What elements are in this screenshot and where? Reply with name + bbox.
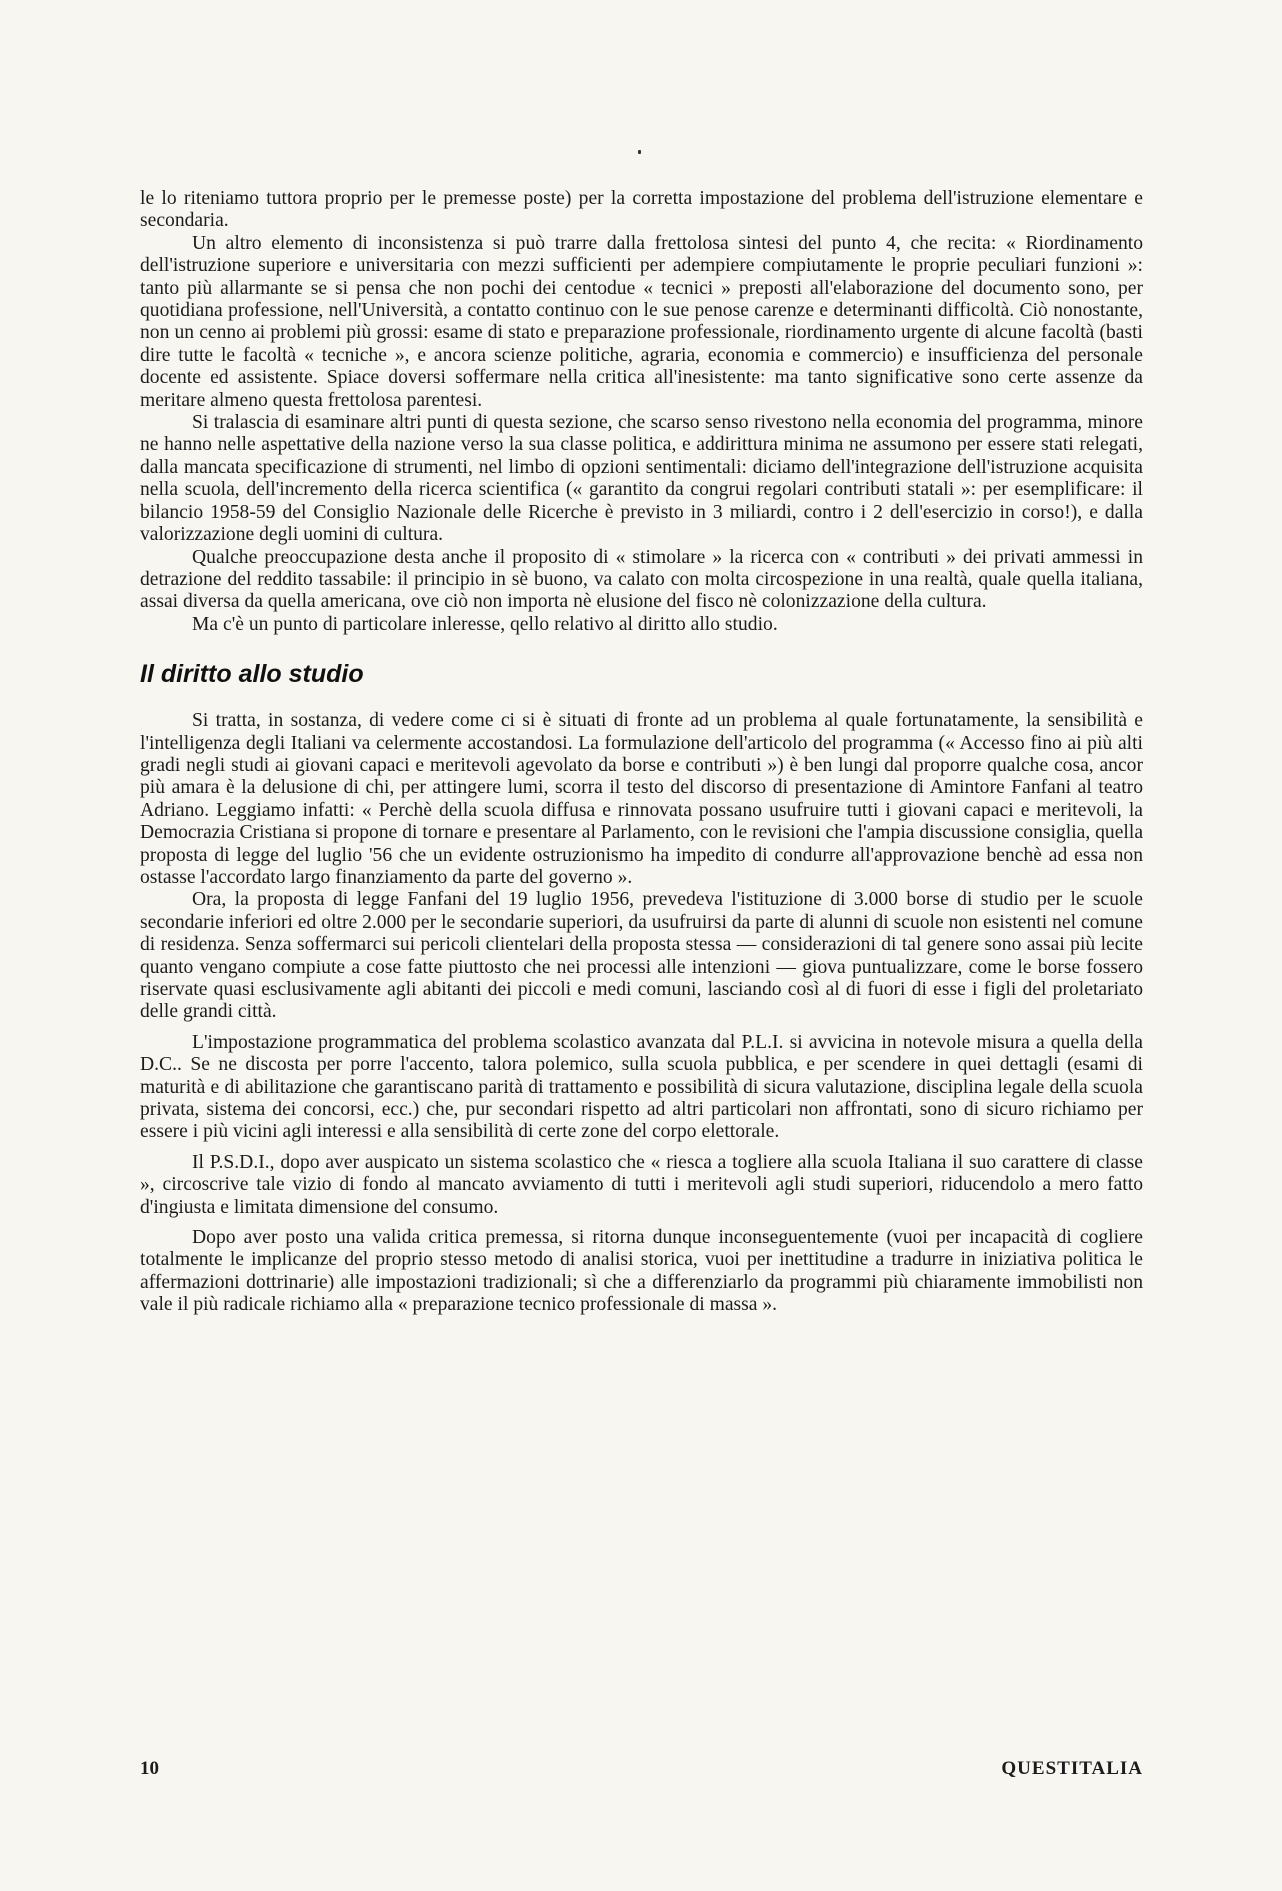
page-number: 10 [140,1758,159,1779]
speck-mark [638,150,641,154]
paragraph-private-contributions: Qualche preoccupazione desta anche il proposito di « stimolare » la ricerca con « contributi » dei privati ammessi in detrazione del reddito tassabile: il principio in sè buono, va calato con molta circospezione in una realtà, quale quella italiana, assai diversa da quella americana, ove ciò non importa nè elusione del fisco nè colonizzazione della cultura. [140,546,1143,613]
section-heading: Il diritto allo studio [140,660,364,689]
magazine-name: QUESTITALIA [1001,1758,1143,1779]
paragraph-conclusion: Dopo aver posto una valida critica premessa, si ritorna dunque inconseguentemente (vuoi per incapacità di cogliere totalmente le implicanze del proprio stesso metodo di analisi storica, vuoi per inettitudine a tradurre in iniziativa politica le affermazioni dottrinarie) alle impostazioni tradizionali; sì che a differenziarlo da programmi più chiaramente immobilisti non vale il più radicale richiamo alla « preparazione tecnico professionale di massa ». [140,1227,1143,1316]
paragraph-transition: Ma c'è un punto di particolare inleresse, qello relativo al diritto allo studio. [192,613,778,635]
paragraph-fanfani-law: Ora, la proposta di legge Fanfani del 19 luglio 1956, prevedeva l'istituzione di 3.000 borse di studio per le scuole secondarie inferiori ed oltre 2.000 per le secondarie superiori, da usufruirsi da parte di alunni di scuole non esistenti nel comune di residenza. Senza soffermarci sui pericoli clientelari della proposta stessa — considerazioni di tal genere sono assai più lecite quanto vengano compiute a cose fatte piuttosto che nei processi alle intenzioni — giova puntualizzare, come le borse fossero riservate quasi esclusivamente agli abitanti dei piccoli e medi comuni, lasciando così al di fuori di esse i figli del proletariato delle grandi città. [140,889,1143,1023]
article-body [140,188,1143,1317]
paragraph-pli: L'impostazione programmatica del problema scolastico avanzata dal P.L.I. si avvicina in notevole misura a quella della D.C.. Se ne discosta per porre l'accento, talora polemico, sulla scuola pubblica, e per scendere in quei dettagli (esami di maturità e di abilitazione che garantiscano parità di trattamento e possibilità di sicura valutazione, disciplina legale della scuola privata, sistema dei concorsi, ecc.) che, pur secondari rispetto ad altri particolari non affrontati, sono di sicuro richiamo per essere i più vicini agli interessi e alla sensibilità di certe zone del corpo elettorale. [140,1031,1143,1143]
paragraph-continuation: le lo riteniamo tuttora proprio per le premesse poste) per la corretta impostazione del problema dell'istruzione elementare e secondaria. [140,188,1143,232]
page-footer [140,1758,1143,1786]
paragraph-research: Si tralascia di esaminare altri punti di questa sezione, che scarso senso rivestono nella economia del programma, minore ne hanno nelle aspettative della nazione verso la sua classe politica, e addirittura minima ne assumono per essere stati relegati, dalla mancata specificazione di strumenti, nel limbo di opzioni sentimentali: diciamo dell'integrazione dell'istruzione acquisita nella scuola, dell'incremento della ricerca scientifica (« garantito da congrui regolari contributi statali »: per esemplificare: il bilancio 1958-59 del Consiglio Nazionale delle Ricerche è previsto in 3 miliardi, contro i 2 dell'esercizio in corso!), e dalla valorizzazione degli uomini di cultura. [140,412,1143,546]
paragraph-formulation: Si tratta, in sostanza, di vedere come ci si è situati di fronte ad un problema al quale fortunatamente, la sensibilità e l'intelligenza degli Italiani va celermente accostandosi. La formulazione dell'articolo del programma (« Accesso fino ai più alti gradi negli studi ai giovani capaci e meritevoli agevolato da borse e contributi ») è ben lungi dal proporre qualche cosa, ancor più amara è la delusione di chi, per attingere lumi, scorra il testo del discorso di presentazione di Amintore Fanfani al teatro Adriano. Leggiamo infatti: « Perchè della scuola diffusa e rinnovata possano usufruire tutti i giovani capaci e meritevoli, la Democrazia Cristiana si propone di tornare e presentare al Parlamento, con le revisioni che l'ampia discussione consiglia, quella proposta di legge del luglio '56 che un evidente ostruzionismo ha impedito di condurre all'approvazione benchè ad essa non ostasse l'accordato largo finanziamento da parte del governo ». [140,710,1144,888]
paragraph-psdi: Il P.S.D.I., dopo aver auspicato un sistema scolastico che « riesca a togliere alla scuola Italiana il suo carattere di classe », circoscrive tale vizio di fondo al mancato avviamento di tutti i meritevoli agli studi superiori, riducendolo a mero fatto d'ingiusta e limitata dimensione del consumo. [140,1151,1143,1218]
paragraph-university: Un altro elemento di inconsistenza si può trarre dalla frettolosa sintesi del punto 4, che recita: « Riordinamento dell'istruzione superiore e universitaria con mezzi sufficienti per adempiere compiutamente le proprie peculiari funzioni »: tanto più allarmante se si pensa che non pochi dei centodue « tecnici » preposti all'elaborazione del documento sono, per quotidiana professione, nell'Università, a contatto continuo con le sue penose carenze e determinanti difficoltà. Ciò nonostante, non un cenno ai problemi più grossi: esame di stato e preparazione professionale, riordinamento urgente di alcune facoltà (basti dire tutte le facoltà « tecniche », e ancora scienze politiche, agraria, economia e commercio) e insufficienza del personale docente ed assistente. Spiace doversi soffermare nella critica all'inesistente: ma tanto significative sono certe assenze da meritare almeno questa frettolosa parentesi. [140,232,1143,411]
